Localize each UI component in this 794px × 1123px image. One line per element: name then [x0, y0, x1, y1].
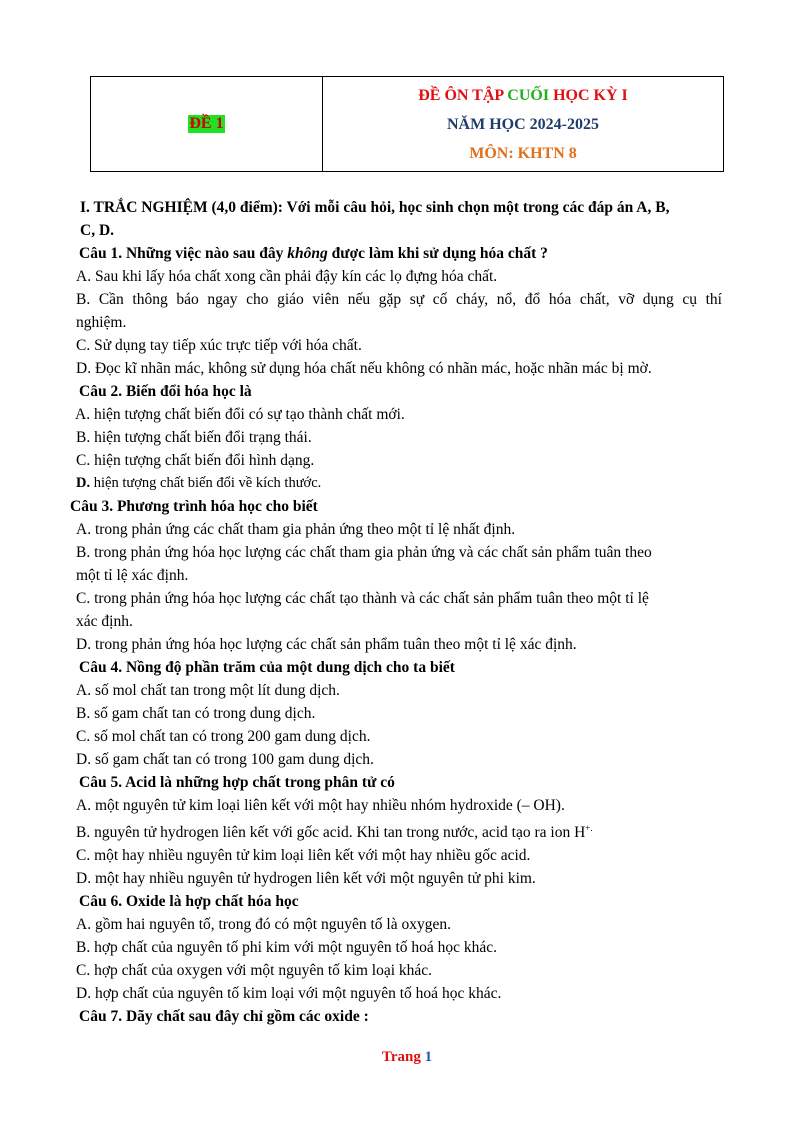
answer-5a: A. một nguyên tử kim loại liên kết với một hay nhiều nhóm hydroxide (– OH). [76, 797, 565, 814]
exam-content [70, 196, 722, 1028]
answer-6d: D. hợp chất của nguyên tố kim loại với một nguyên tố hoá học khác. [76, 985, 502, 1003]
question-3: Câu 3. Phương trình hóa học cho biết [70, 498, 318, 515]
header-right-cell [323, 77, 723, 171]
section-title-line2: C, D. [80, 222, 115, 239]
question-1-text-b: được làm khi sử dụng hóa chất ? [327, 245, 548, 262]
school-year: NĂM HỌC 2024-2025 [447, 115, 599, 133]
answer-2d [76, 472, 722, 495]
question-2: Câu 2. Biến đổi hóa học là [79, 383, 252, 400]
question-6: Câu 6. Oxide là hợp chất hóa học [79, 893, 299, 911]
page-number: 1 [424, 1049, 433, 1065]
answer-6b: B. hợp chất của nguyên tố phi kim với một nguyên tố hoá học khác. [76, 939, 498, 957]
answer-4c: C. số mol chất tan có trong 200 gam dung dịch. [76, 728, 371, 745]
answer-1a: A. Sau khi lấy hóa chất xong cần phải đậy kín các lọ đựng hóa chất. [76, 268, 498, 285]
section-title-line1: I. TRẮC NGHIỆM (4,0 điểm): Với mỗi câu hỏi, học sinh chọn một trong các đáp án A, B, [80, 199, 670, 216]
answer-4d: D. số gam chất tan có trong 100 gam dung dịch. [76, 751, 374, 768]
answer-4a: A. số mol chất tan trong một lít dung dịch. [76, 682, 340, 699]
answer-3c-line2: xác định. [76, 613, 133, 630]
question-5: Câu 5. Acid là những hợp chất trong phân tử có [79, 774, 395, 791]
subject: MÔN: KHTN 8 [469, 144, 577, 162]
answer-1b-line1: B. Cần thông báo ngay cho giáo viên nếu gặp sự cố cháy, nổ, đổ hóa chất, vỡ dụng cụ thí [76, 291, 722, 308]
answer-1d: D. Đọc kĩ nhãn mác, không sử dụng hóa chất nếu không có nhãn mác, hoặc nhãn mác bị mờ. [76, 360, 652, 377]
answer-3b-line1: B. trong phản ứng hóa học lượng các chất tham gia phản ứng và các chất sản phẩm tuân theo [76, 544, 652, 561]
answer-5c: C. một hay nhiều nguyên tử kim loại liên kết với một hay nhiều gốc acid. [76, 847, 531, 865]
exam-number-label: ĐỀ 1 [189, 115, 224, 132]
answer-3a: A. trong phản ứng các chất tham gia phản ứng theo một tỉ lệ nhất định. [76, 521, 516, 538]
answer-6c: C. hợp chất của oxygen với một nguyên tố kim loại khác. [76, 962, 433, 980]
question-1-text-a: Câu 1. Những việc nào sau đây [79, 245, 288, 262]
answer-5d: D. một hay nhiều nguyên tử hydrogen liên kết với một nguyên tử phi kim. [76, 870, 536, 888]
answer-5b-text: B. nguyên tử hydrogen liên kết với gốc acid. Khi tan trong nước, acid tạo ra ion H [76, 824, 586, 842]
page-word: Trang [381, 1049, 421, 1065]
exam-title-part3: HỌC KỲ I [549, 86, 628, 104]
header-table [90, 76, 724, 172]
answer-5b [76, 817, 722, 844]
answer-3c-line1: C. trong phản ứng hóa học lượng các chất tạo thành và các chất sản phẩm tuân theo một tỉ lệ [76, 590, 649, 607]
answer-2d-text: hiện tượng chất biến đổi về kích thước. [90, 475, 322, 491]
exam-title-part1: ĐỀ ÔN TẬP [418, 86, 508, 104]
answer-2c: C. hiện tượng chất biến đổi hình dạng. [76, 452, 315, 469]
question-4: Câu 4. Nồng độ phần trăm của một dung dịch cho ta biết [79, 659, 455, 676]
exam-title-part2: CUỐI [507, 86, 550, 104]
header-left-cell [91, 77, 323, 171]
answer-1b-line2: nghiệm. [76, 314, 127, 331]
answer-2a: A. hiện tượng chất biến đổi có sự tạo thành chất mới. [75, 406, 405, 423]
answer-1c: C. Sử dụng tay tiếp xúc trực tiếp với hóa chất. [76, 337, 362, 354]
answer-3b-line2: một tỉ lệ xác định. [76, 567, 189, 584]
answer-4b: B. số gam chất tan có trong dung dịch. [76, 705, 316, 722]
answer-2d-letter: D. [76, 475, 91, 491]
answer-2b: B. hiện tượng chất biến đổi trạng thái. [76, 429, 312, 446]
question-1 [76, 242, 722, 265]
answer-5b-superscript: +. [585, 823, 593, 833]
answer-6a: A. gồm hai nguyên tố, trong đó có một nguyên tố là oxygen. [76, 916, 451, 934]
question-1-emphasis: không [287, 245, 328, 262]
answer-3d: D. trong phản ứng hóa học lượng các chất sản phẩm tuân theo một tỉ lệ xác định. [76, 636, 577, 653]
question-7: Câu 7. Dãy chất sau đây chỉ gồm các oxide : [79, 1008, 369, 1026]
page-footer [0, 1049, 794, 1066]
exam-title [418, 81, 628, 110]
